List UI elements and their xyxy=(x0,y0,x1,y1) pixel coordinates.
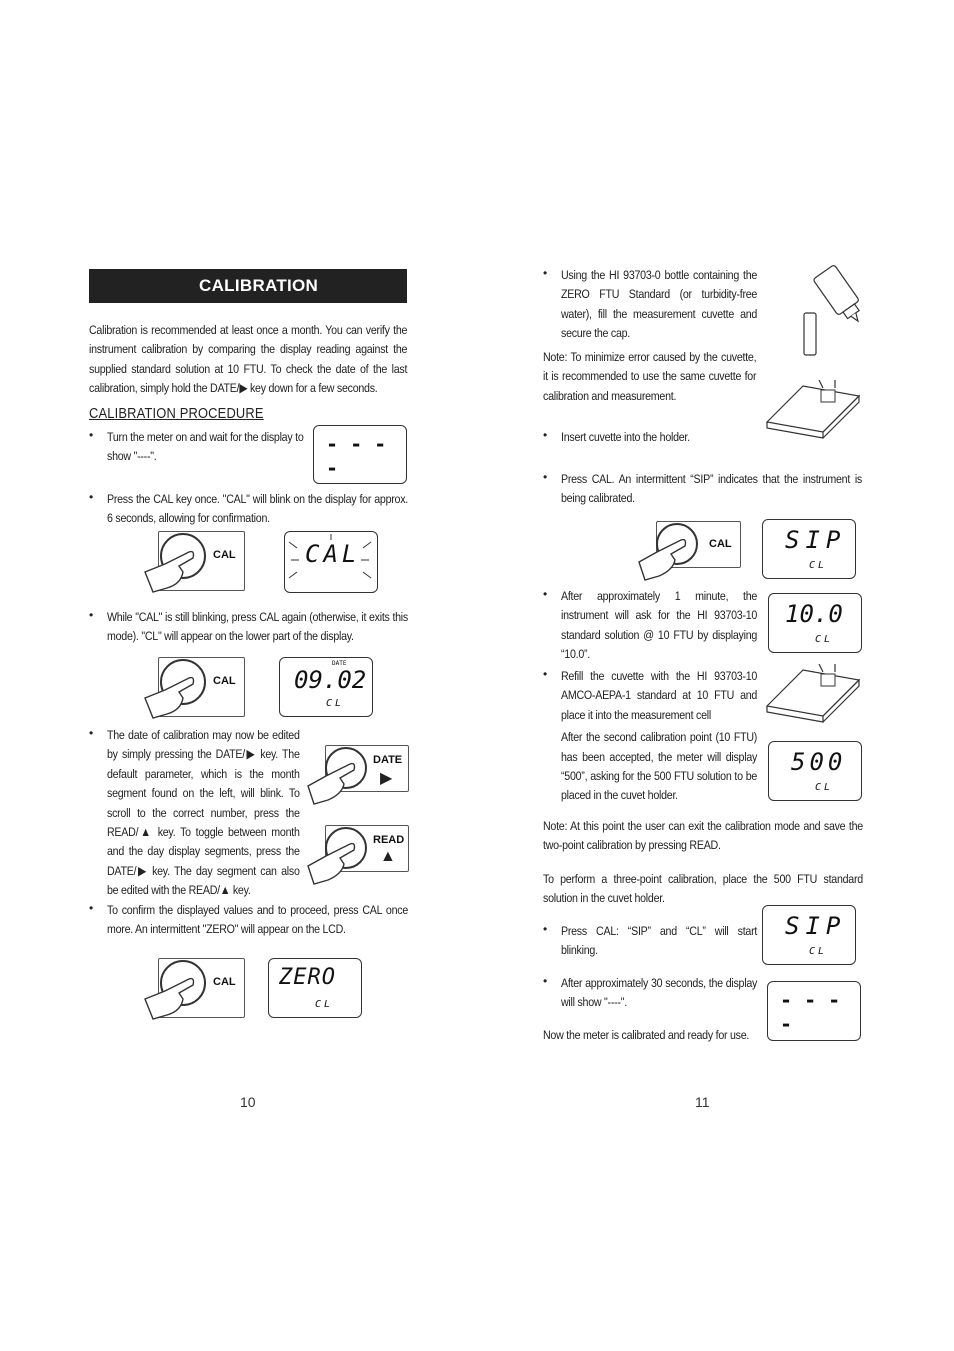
lcd-display: DATE 09.02 CL xyxy=(279,657,373,717)
meter-device-icon xyxy=(763,380,863,440)
three-point-paragraph: To perform a three-point calibration, place the 500 FTU standard solution in the cuvet holder. xyxy=(543,872,863,906)
pointing-hand-icon xyxy=(306,746,388,791)
section-header xyxy=(89,269,407,303)
subheading: CALIBRATION PROCEDURE xyxy=(89,405,264,422)
meter-device-icon xyxy=(763,664,863,724)
note-cuvette: Note: To minimize error caused by the cuvette, it is recommended to use the same cuvette for calibration and measurement. xyxy=(543,350,757,403)
lcd-display: - - - - xyxy=(767,981,861,1041)
intro-paragraph: Calibration is recommended at least once a month. You can verify the instrument calibration by comparing the display reading against the supplied standard solution at 10 FTU. To check the date of the last calibration, simply hold the DATE/▶ key down for a few seconds. xyxy=(89,323,408,396)
final-line: Now the meter is calibrated and ready for use. xyxy=(543,1028,750,1042)
list-item: • Refill the cuvette with the HI 93703-10 AMCO-AEPA-1 standard at 10 FTU and place it into the measurement cell After the second calibration point (10 FTU) has been accepted, the meter will display “500”, asking for the 500 FTU solution to be placed in the cuvet holder. xyxy=(543,667,758,803)
read-key[interactable]: READ ▲ xyxy=(325,825,409,872)
list-item: • Press CAL: “SIP” and “CL” will start blinking. xyxy=(543,922,758,958)
date-key[interactable]: DATE ▶ xyxy=(325,745,409,792)
list-item: • Press the CAL key once. "CAL" will blink on the display for approx. 6 seconds, allowing for confirmation. xyxy=(89,490,408,526)
lcd-display: SIP CL xyxy=(762,905,856,965)
list-item: • While "CAL" is still blinking, press CAL again (otherwise, it exits this mode). "CL" will appear on the lower part of the display. xyxy=(89,608,408,644)
pointing-hand-icon xyxy=(143,959,228,1017)
list-item: • Insert cuvette into the holder. xyxy=(543,428,690,444)
cal-key[interactable]: CAL xyxy=(656,521,741,568)
list-item: • To confirm the displayed values and to proceed, press CAL once more. An intermittent "ZERO" will appear on the LCD. xyxy=(89,901,408,937)
pointing-hand-icon xyxy=(143,532,228,590)
list-item: • Press CAL. An intermittent “SIP” indicates that the instrument is being calibrated. xyxy=(543,470,862,506)
bottle-icon xyxy=(796,265,866,365)
lcd-display: 10.0 CL xyxy=(768,593,862,653)
lcd-display: CAL xyxy=(284,531,378,593)
list-item: • After approximately 1 minute, the instrument will ask for the HI 93703-10 standard solution @ 10 FTU by displaying “10.0”. xyxy=(543,587,758,662)
blink-marks-icon xyxy=(285,532,377,592)
list-item: • Using the HI 93703-0 bottle containing the ZERO FTU Standard (or turbidity-free water), fill the measurement cuvette and secure the cap. xyxy=(543,266,758,341)
note-two-point: Note: At this point the user can exit the calibration mode and save the two-point calibration by pressing READ. xyxy=(543,819,863,853)
header-title: CALIBRATION xyxy=(199,276,319,295)
lcd-display: SIP CL xyxy=(762,519,856,579)
pointing-hand-icon xyxy=(143,658,228,716)
arrow-up-icon: ▲ xyxy=(380,848,396,865)
arrow-right-icon: ▶ xyxy=(380,770,393,787)
page-number-left: 10 xyxy=(240,1094,256,1110)
lcd-display: - - - - xyxy=(313,425,407,484)
cal-key[interactable]: CAL xyxy=(158,657,245,717)
list-item: • The date of calibration may now be edited by simply pressing the DATE/▶ key. The default parameter, which is the month segment found on the left, will blink. To scroll to the correct number, press the READ/▲ key. To toggle between month and the day display segments, press the DATE/▶ key. The day segment can also be edited with the READ/▲ key. xyxy=(89,726,300,898)
list-item: • After approximately 30 seconds, the display will show "----". xyxy=(543,974,758,1010)
cal-key[interactable]: CAL xyxy=(158,958,245,1018)
pointing-hand-icon xyxy=(306,826,388,871)
pointing-hand-icon xyxy=(637,522,720,567)
lcd-display: ZERO CL xyxy=(268,958,362,1018)
cal-key[interactable]: CAL xyxy=(158,531,245,591)
page-number-right: 11 xyxy=(695,1094,710,1110)
lcd-display: 500 CL xyxy=(768,741,862,801)
list-item: • Turn the meter on and wait for the display to show "----". xyxy=(89,428,304,464)
